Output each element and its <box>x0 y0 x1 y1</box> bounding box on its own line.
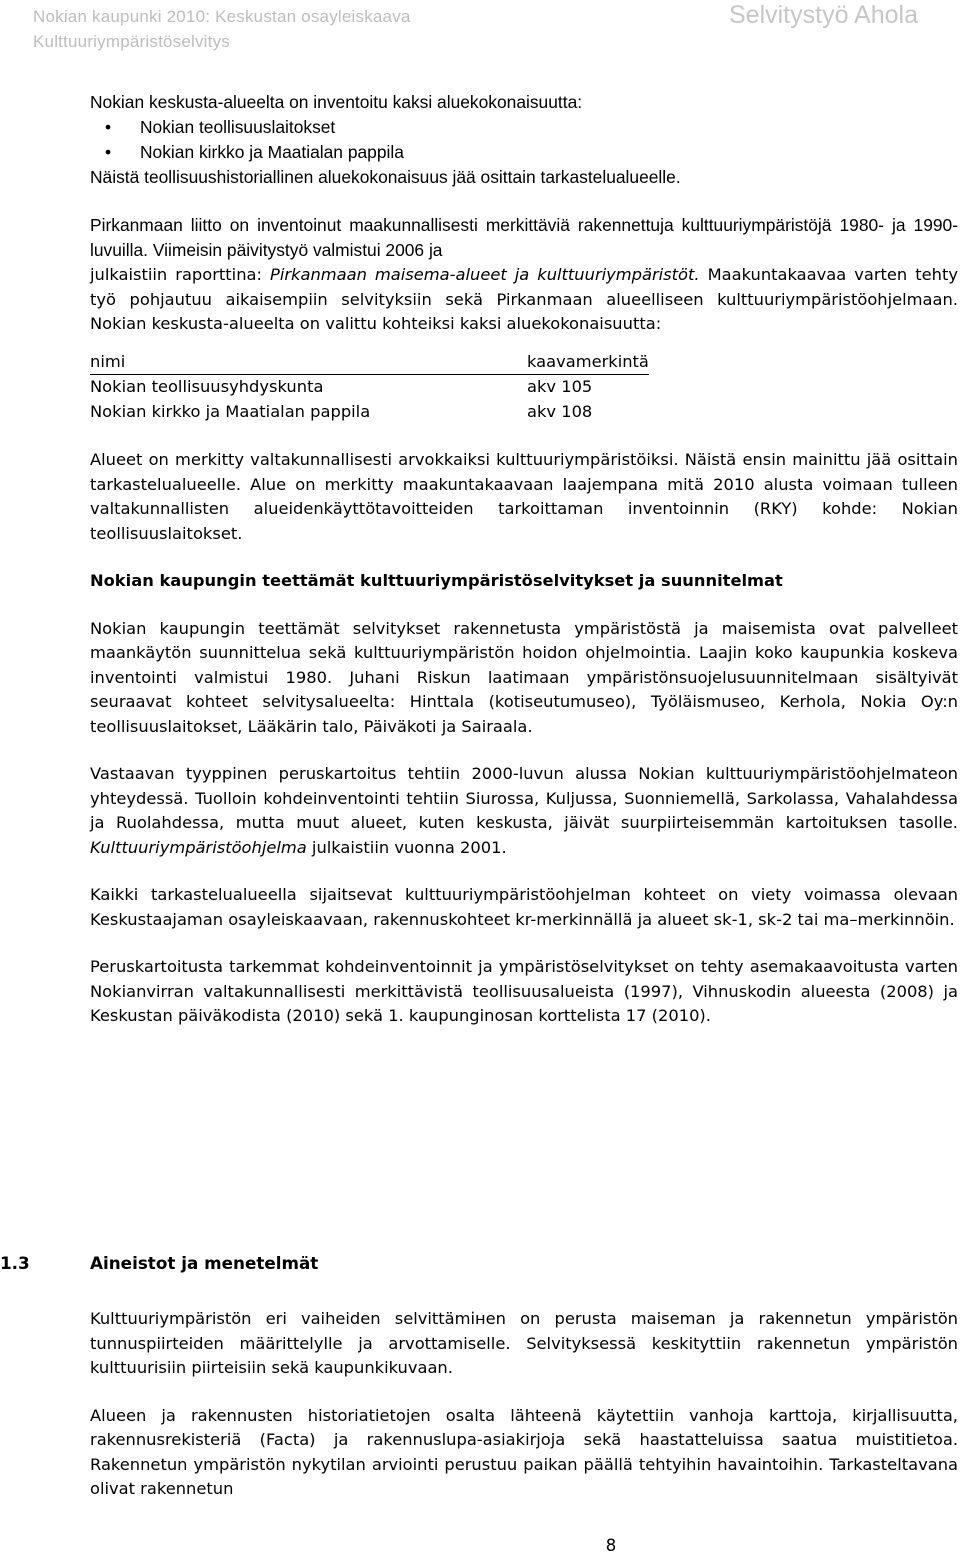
header-title: Nokian kaupunki 2010: Keskustan osayleiskaava <box>33 7 411 26</box>
pirkanmaa-p2: julkaistiin raporttina: <box>90 265 271 284</box>
list-item-text: Nokian teollisuuslaitokset <box>140 117 336 137</box>
running-header <box>33 4 411 54</box>
paragraph-alueet: Alueet on merkitty valtakunnallisesti arvokkaiksi kulttuuriympäristöiksi. Näistä ensin mainittu jää osittain tarkastelualueelle. Alue on merkitty maakuntakaavaan laajempana mitä 2010 alusta voimaan tulleen valtakunnallisten alueidenkäyttötavoitteiden tarkoittaman inventoinnin (RKY) kohde: Nokian teollisuuslaitokset. <box>90 450 958 543</box>
list-item <box>90 115 958 140</box>
sites-table <box>90 350 649 425</box>
intro-block <box>90 90 958 190</box>
table-cell: Nokian teollisuusyhdyskunta <box>90 377 324 396</box>
pirkanmaa-p1: Pirkanmaan liitto on inventoinut maakunnallisesti merkittäviä rakennettuja kulttuuriympäristöjä 1980- ja 1990-luvuilla. Viimeisin päivitystyö valmistui 2006 ja <box>90 215 958 260</box>
bullet-icon: • <box>105 117 112 137</box>
paragraph-text <box>90 213 958 263</box>
paragraph-text <box>90 263 958 337</box>
table-header-row <box>90 350 649 375</box>
pirkanmaa-block <box>90 213 958 263</box>
paragraph-vastaavan <box>90 762 958 860</box>
table-row <box>90 400 649 425</box>
table-header-cell: nimi <box>90 350 527 375</box>
intro-after: Näistä teollisuushistoriallinen aluekokonaisuus jää osittain tarkastelualueelle. <box>90 167 681 187</box>
paragraph-peruskartoitusta: Peruskartoitusta tarkemmat kohdeinventoinnit ja ympäristöselvitykset on tehty asemakaavoitusta varten Nokianvirran valtakunnallisesti merkittävistä teollisuusalueista (1997), Vihnuskodin alueesta (2008) ja Keskustan päiväkodista (2010) sekä 1. kaupunginosan korttelista 17 (2010). <box>90 957 958 1025</box>
program-title: Kulttuuriympäristöohjelma <box>90 837 307 857</box>
section-subheading: Nokian kaupungin teettämät kulttuuriympäristöselvitykset ja suunnitelmat <box>90 571 783 590</box>
pirkanmaa-block-cont <box>90 263 958 337</box>
page-number: 8 <box>605 1536 617 1555</box>
table-cell: akv 105 <box>527 377 593 396</box>
main-content <box>90 90 958 1029</box>
table-cell: Nokian kirkko ja Maatialan pappila <box>90 401 371 421</box>
table-cell: akv 108 <box>527 401 593 421</box>
table-row <box>90 375 649 400</box>
section-paragraph-2: Alueen ja rakennusten historiatietojen osalta lähteenä käytettiin vanhoja karttoja, kirjallisuutta, rakennusrekisteriä (Facta) ja rakennuslupa-asiakirjoja sekä haastatteluissa saatua muistitietoa. Rakennetun ympäristön nykytilan arviointi perustuu paikan päällä tehtyihin havaintoihin. Tarkasteltavana olivat rakennetun <box>90 1405 958 1498</box>
bullet-icon: • <box>105 142 112 162</box>
table-header-cell: kaavamerkintä <box>527 350 649 375</box>
pirkanmaa-p3: Maakuntakaavaa varten tehty työ pohjautuu aikaisempiin selvityksiin sekä Pirkanmaan alueelliseen kulttuuriympäristöohjelmaan. <box>90 265 959 309</box>
section-paragraph-1: Kulttuuriympäristön eri vaiheiden selvittämінen on perusta maiseman ja rakennetun ympäristön tunnuspiirteiden määrittelylle ja arvottamiselle. Selvityksessä keskityttiin rakennetun ympäristön kulttuurisiin piirteisiin sekä kaupunkikuvaan. <box>90 1309 958 1377</box>
paragraph-kaikki: Kaikki tarkastelualueella sijaitsevat kulttuuriympäristöohjelman kohteet on viety voimassa olevaan Keskustaajaman osayleiskaavaan, rakennuskohteet kr-merkinnällä ja alueet sk-1, sk-2 tai ma–merkinnöin. <box>90 885 958 929</box>
pirkanmaa-p4: Nokian keskusta-alueelta on valittu kohteiksi kaksi aluekokonaisuutta: <box>90 314 662 333</box>
paragraph-text: Vastaavan tyyppinen peruskartoitus tehtiin 2000-luvun alussa Nokian kulttuuriympäristöohjelmateon yhteydessä. Tuolloin kohdeinventointi tehtiin Siurossa, Kuljussa, Suonniemellä, Sarkolassa, Vahalahdessa ja Ruolahdessa, mutta muut alueet, kuten keskusta, jäivät suurpiirteisemmän kartoituksen tasolle. <box>90 764 958 832</box>
paragraph-teettamat: Nokian kaupungin teettämät selvitykset rakennetusta ympäristöstä ja maisemista ovat palvelleet maankäytön suunnittelua sekä kulttuuriympäristön hoidon ohjelmointia. Laajin koko kaupunkia koskeva inventointi valmistui 1980. Juhani Riskun laatimaan ympäristönsuojelusuunnitelmaan sisältyivät seuraavat kohteet selvitysalueelta: Hinttala (kotiseutumuseo), Työläismuseo, Kerhola, Nokia Oy:n teollisuuslaitokset, Lääkärin talo, Päiväkoti ja Sairaala. <box>90 618 958 736</box>
list-item-text: Nokian kirkko ja Maatialan pappila <box>140 142 404 162</box>
list-item <box>90 140 958 165</box>
report-title: Pirkanmaan maisema-alueet ja kulttuuriympäristöt. <box>270 265 700 284</box>
header-author: Selvitystyö Ahola <box>729 1 918 29</box>
paragraph-text: julkaistiin vuonna 2001. <box>306 837 507 857</box>
section-content <box>90 1307 958 1502</box>
header-subtitle: Kulttuuriympäristöselvitys <box>33 32 230 51</box>
intro-lead: Nokian keskusta-alueelta on inventoitu kaksi aluekokonaisuutta: <box>90 92 583 112</box>
section-number: 1.3 <box>0 1253 30 1273</box>
section-title: Aineistot ja menetelmät <box>90 1253 319 1273</box>
